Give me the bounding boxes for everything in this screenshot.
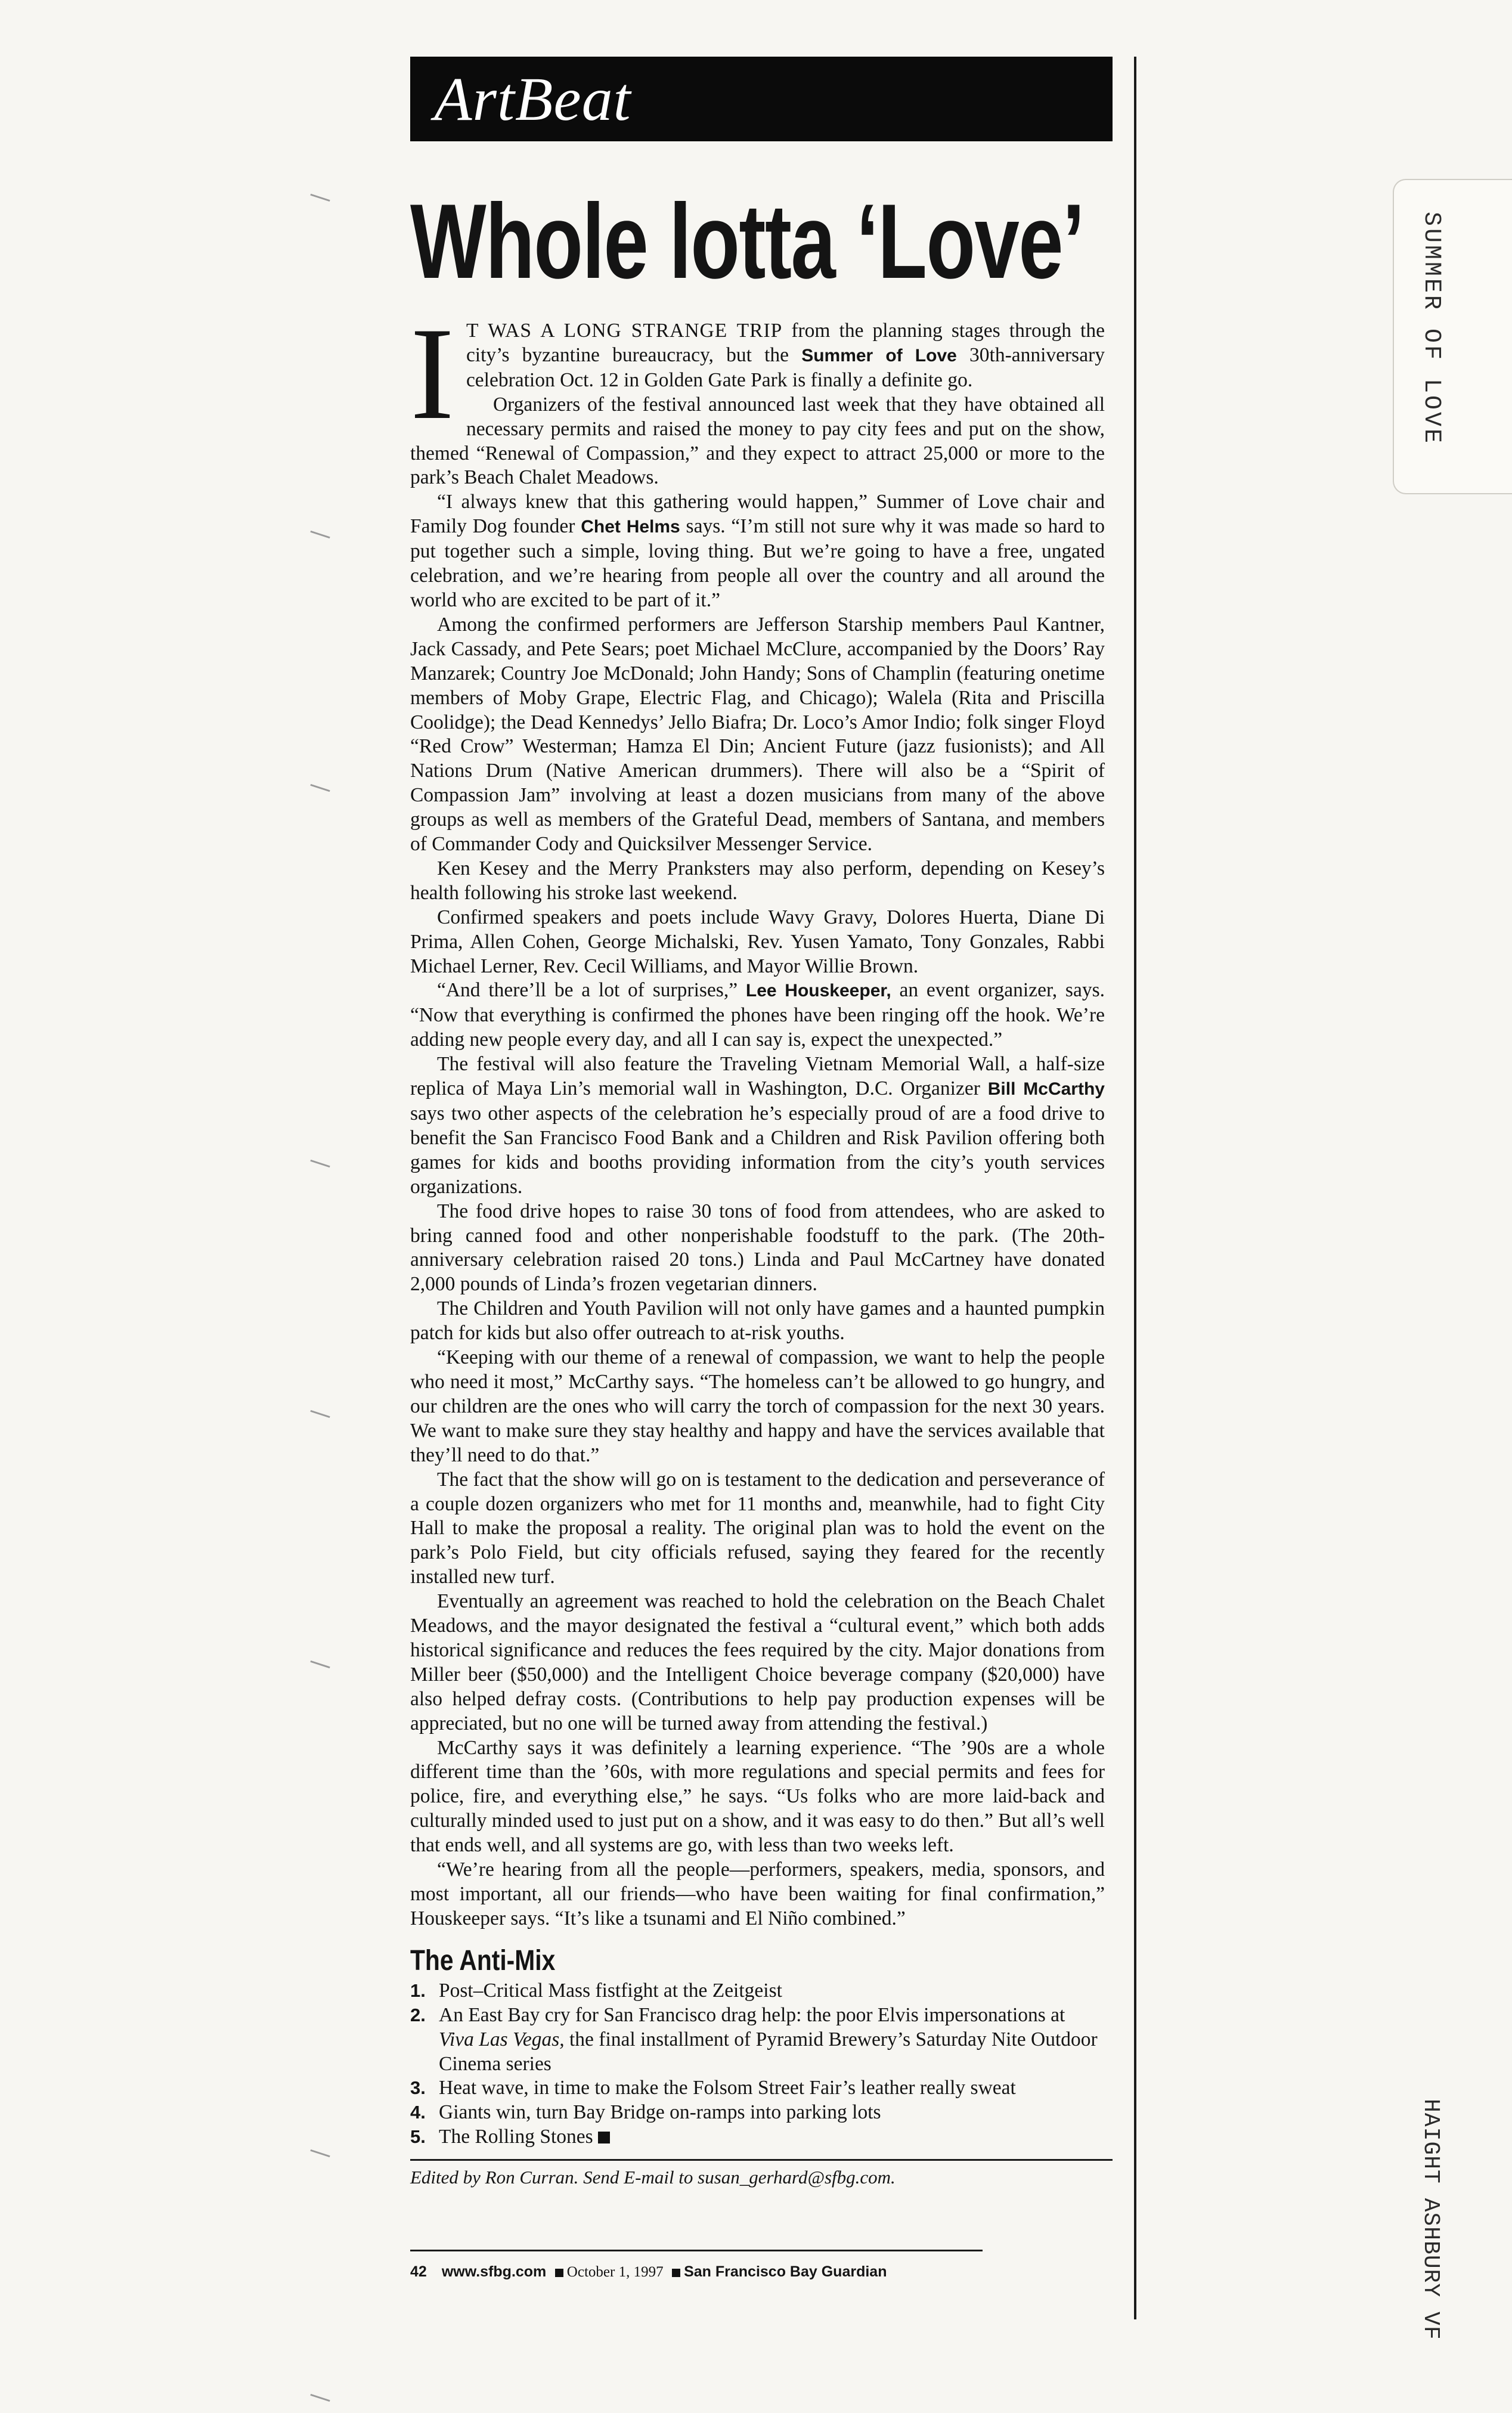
end-mark-icon: [598, 2132, 610, 2143]
scan-mark: [310, 784, 330, 792]
list-item: [410, 2125, 1105, 2149]
list-number: 3.: [410, 2077, 426, 2099]
bold-name: Lee Houskeeper,: [745, 981, 891, 1001]
editor-credit: Edited by Ron Curran. Send E-mail to susan_gerhard@sfbg.com.: [410, 2167, 896, 2188]
text: says two other aspects of the celebration he’s especially proud of are a food drive to benefit the San Francisco Food Bank and a Children and Risk Pavilion offering both games for kids and booths providing information from the city’s youth services organizations.: [410, 1102, 1105, 1198]
paragraph: Eventually an agreement was reached to hold the celebration on the Beach Chalet Meadows, and the mayor designated the festival a “cultural event,” which both adds historical significance and reduces the fees required by the city. Major donations from Miller beer ($50,000) and the Intelligent Choice beverage company ($20,000) have also helped defray costs. (Contributions to help pay production expenses will be appreciated, but no one will be turned away from attending the festival.): [410, 1590, 1105, 1734]
list-item: [410, 1979, 1105, 2003]
page-footer: [410, 2260, 1105, 2285]
paragraph: “We’re hearing from all the people—performers, speakers, media, sponsors, and most important, all our friends—who have been waiting for final confirmation,” Houskeeper says. “It’s like a tsunami and El Niño combined.”: [410, 1858, 1105, 1929]
lead-smallcaps: T WAS A LONG STRANGE TRIP: [466, 320, 783, 342]
text: “I always knew that this gathering would happen,” Summer of Love chair and Family Dog founder: [410, 491, 1105, 538]
list-text: the final installment of Pyramid Brewery’s Saturday Nite Outdoor Cinema series: [439, 2028, 1098, 2075]
text: 30th-anniversary celebration Oct. 12 in Golden Gate Park is finally a definite go.: [466, 343, 1105, 391]
article-body: [410, 301, 1105, 2285]
paragraph: Organizers of the festival announced last week that they have obtained all necessary permits and raised the money to pay city fees and put on the show, themed “Renewal of Compassion,” and they expect to attract 25,000 or more to the park’s Beach Chalet Meadows.: [410, 393, 1105, 489]
issue-date: October 1, 1997: [566, 2264, 664, 2281]
list-number: 1.: [410, 1980, 426, 2001]
paragraph: Among the confirmed performers are Jefferson Starship members Paul Kantner, Jack Cassady, and Pete Sears; poet Michael McClure, accompanied by the Doors’ Ray Manzarek; Country Joe McDonald; John Handy; Sons of Champlin (featuring onetime members of Moby Grape, Electric Flag, and Chicago); Walela (Rita and Priscilla Coolidge); the Dead Kennedys’ Jello Biafra; Dr. Loco’s Amor Indio; folk singer Floyd “Red Crow” Westerman; Hamza El Din; Ancient Future (jazz fusionists); and All Nations Drum (Native American drummers). There will also be a “Spirit of Compassion Jam” involving at least a dozen musicians from many of the above groups as well as members of the Grateful Dead, members of Santana, and members of Commander Cody and Quicksilver Messenger Service.: [410, 613, 1105, 856]
page-number: 42: [410, 2263, 427, 2281]
paragraph: [410, 978, 1105, 1052]
text: an event organizer, says. “Now that everything is confirmed the phones have been ringing off the hook. We’re adding new people every day, and all I can say is, expect the unexpected.”: [410, 979, 1105, 1051]
headline: Whole lotta ‘Love’: [410, 182, 1085, 301]
publication-name: San Francisco Bay Guardian: [684, 2263, 887, 2281]
credit-divider: [410, 2159, 1113, 2161]
section-banner-label: ArtBeat: [434, 65, 631, 134]
paragraph: [410, 490, 1105, 613]
bullet-icon: [555, 2269, 563, 2277]
text: “And there’ll be a lot of surprises,”: [437, 979, 746, 1002]
paragraph: “Keeping with our theme of a renewal of compassion, we want to help the people who need it most,” McCarthy says. “The homeless can’t be allowed to go hungry, and our children are the ones who will carry the torch of compassion for the next 30 years. We want to make sure they stay healthy and happy and have the services available that they’ll need to do that.”: [410, 1346, 1105, 1466]
paragraph: The food drive hopes to raise 30 tons of food from attendees, who are asked to bring canned food and other nonperishable foodstuff to the park. (The 20th-anniversary celebration raised 20 tons.) Linda and Paul McCartney have donated 2,000 pounds of Linda’s frozen vegetarian dinners.: [410, 1200, 1105, 1296]
list-text: The Rolling Stones: [439, 2126, 593, 2148]
bullet-icon: [672, 2269, 680, 2277]
scan-mark: [310, 531, 330, 538]
list-text: An East Bay cry for San Francisco drag help: the poor Elvis impersonations at: [439, 2003, 1065, 2026]
archive-label: HAIGHT ASHBURY VF: [1418, 2099, 1443, 2340]
bold-name: Bill McCarthy: [987, 1079, 1105, 1099]
list-number: 2.: [410, 2004, 426, 2025]
footer-divider: [410, 2250, 983, 2251]
site-url: www.sfbg.com: [441, 2263, 547, 2281]
section-banner: [410, 57, 1113, 141]
text: from the planning stages through the city’s byzantine bureaucracy, but the: [466, 320, 1105, 366]
paragraph: Confirmed speakers and poets include Wavy Gravy, Dolores Huerta, Diane Di Prima, Allen Cohen, George Michalski, Rev. Yusen Yamato, Tony Gonzales, Rabbi Michael Lerner, Rev. Cecil Williams, and Mayor Willie Brown.: [410, 906, 1105, 977]
scan-mark: [310, 194, 330, 202]
paragraph: McCarthy says it was definitely a learning experience. “The ’90s are a whole different time than the ’60s, with more regulations and special permits and fees for police, fire, and everything else,” he says. “Us folks who are more laid-back and culturally minded used to just put on a show, and it was easy to do then.” But all’s well that ends well, and all systems are go, with less than two weeks left.: [410, 1736, 1105, 1857]
list-number: 5.: [410, 2126, 426, 2148]
paragraph: [410, 1052, 1105, 1199]
list-number: 4.: [410, 2102, 426, 2123]
scan-mark: [310, 1661, 330, 1668]
column-rule: [1134, 57, 1136, 2319]
scan-mark: [310, 1160, 330, 1167]
anti-mix-list: [410, 1979, 1105, 2149]
folder-tab: [1393, 179, 1512, 494]
paragraph: The fact that the show will go on is testament to the dedication and perseverance of a couple dozen organizers who met for 11 months and, meanwhile, had to fight City Hall to make the proposal a reality. The original plan was to hold the event on the park’s Polo Field, but city officials refused, saying they feared for the recently installed new turf.: [410, 1468, 1105, 1588]
paragraph: The Children and Youth Pavilion will not only have games and a haunted pumpkin patch for kids but also offer outreach to at-risk youths.: [410, 1297, 1105, 1345]
list-text: Giants win, turn Bay Bridge on-ramps into parking lots: [439, 2101, 881, 2124]
list-item: [410, 2101, 1105, 2125]
paragraph: Ken Kesey and the Merry Pranksters may also perform, depending on Kesey’s health following his stroke last weekend.: [410, 857, 1105, 904]
scan-mark: [310, 2394, 330, 2402]
scan-mark: [310, 2149, 330, 2157]
list-text: Heat wave, in time to make the Folsom Street Fair’s leather really sweat: [439, 2077, 1016, 2099]
bold-name: Chet Helms: [581, 517, 680, 537]
list-text: Post–Critical Mass fistfight at the Zeitgeist: [439, 1979, 782, 2002]
list-item: [410, 2076, 1105, 2101]
text: The festival will also feature the Traveling Vietnam Memorial Wall, a half-size replica of Maya Lin’s memorial wall in Washington, D.C. Organizer: [410, 1053, 1105, 1100]
text: says. “I’m still not sure why it was made so hard to put together such a simple, loving thing. But we’re going to have a free, ungated celebration, and we’re hearing from people all over the country and all around the world who are excited to be part of it.”: [410, 515, 1105, 611]
italic-title: Viva Las Vegas,: [439, 2028, 565, 2050]
folder-tab-label: SUMMER OF LOVE: [1418, 212, 1445, 446]
drop-cap: I: [410, 301, 454, 447]
list-item: [410, 2003, 1105, 2077]
bold-name: Summer of Love: [801, 345, 957, 365]
scan-mark: [310, 1410, 330, 1418]
anti-mix-title: The Anti-Mix: [410, 1944, 556, 1977]
